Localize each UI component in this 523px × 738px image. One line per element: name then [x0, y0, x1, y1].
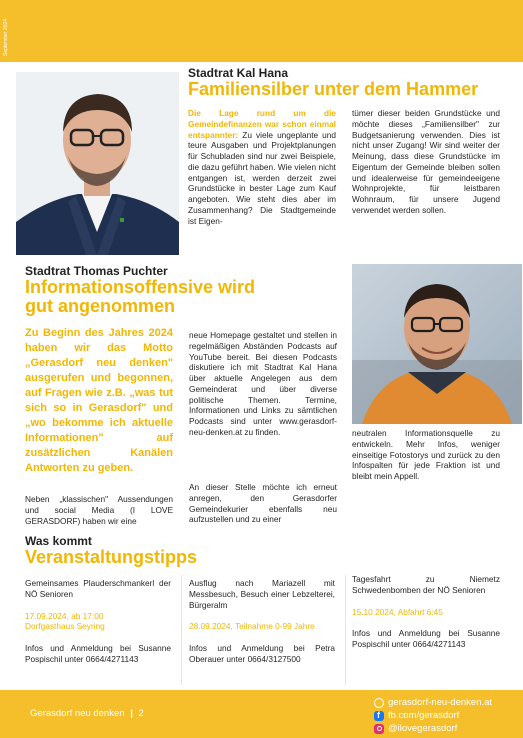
portrait-thomas-puchter — [352, 264, 522, 424]
event-item — [189, 578, 335, 665]
event-info: Infos und Anmeldung bei Susanne Pospischil unter 0664/4271143 — [352, 628, 500, 650]
article2-column-1: Neben „klassischen" Aussendungen und social Media (I LOVE GERASDORF) haben wir eine — [25, 494, 173, 526]
article1-body-1: Zu viele ungeplante und teure Ausgaben und Projektplanungen für Schubladen sind nur zwei Beispiele, die dazu geführt haben. Wie vielen nicht entgangen ist, werden derzeit zwei Grundstücke in bester Lage zum Kauf angeboten. Wie steht dies aber im Zusammenhang? Die Stadtgemeinde ist Eigen- — [188, 129, 336, 226]
social-instagram[interactable] — [374, 723, 457, 734]
page-number: 2 — [138, 708, 144, 719]
article2-column-3: neutralen Informationsquelle zu entwickeln. Mehr Infos, weniger einseitige Fotostorys und zurück zu den Infospalten für jede Fraktion ist und bleibt mein Appell. — [352, 428, 500, 482]
instagram-icon — [374, 724, 384, 734]
event-item — [352, 574, 500, 650]
article2-column-2a: neue Homepage gestaltet und stellen in regelmäßigen Abständen Podcasts auf YouTube bereit. Bei diesen Podcasts diskutiere ich mit Stadtrat Kal Hana über aktuelle Angelegen aus dem Gemeinderat und über diverse politische Themen. Termine, Informationen und Links zu sämtlichen Podcasts sind unter www.gerasdorf-neu-denken.at zu finden. — [189, 330, 337, 438]
article2-headline-line2: gut angenommen — [25, 296, 176, 317]
article2-headline-line1: Informationsoffensive wird — [25, 277, 256, 297]
footer-publication-name: Gerasdorf neu denken — [30, 708, 125, 719]
article1-lead: Die Lage rund um die Gemeindefinanzen war schon einmal entspannter: — [188, 108, 336, 140]
events-headline: Veranstaltungstipps — [25, 547, 198, 567]
social-facebook[interactable] — [374, 710, 459, 721]
article2-column-2b: An dieser Stelle möchte ich erneut anregen, den Gerasdorfer Gemeindekurier ebenfalls neu aufzustellen und zu einer — [189, 482, 337, 525]
events-divider — [181, 575, 182, 685]
portrait-kal-hana — [16, 72, 179, 255]
event-info: Infos und Anmeldung bei Petra Oberauer unter 0664/3127500 — [189, 643, 335, 664]
article2-author: Stadtrat Thomas Puchter — [25, 264, 168, 278]
event-info: Infos und Anmeldung bei Susanne Pospischil unter 0664/4271143 — [25, 643, 171, 664]
footer-separator: | — [130, 708, 133, 719]
article2-headline — [25, 278, 325, 317]
globe-icon — [374, 698, 384, 708]
article2-lead: Zu Beginn des Jahres 2024 haben wir das Motto „Gerasdorf neu denken" ausgerufen und begonnen, auf Fragen wie z.B. „was tut sich so in Gerasdorf" und „wo bekomme ich aktuelle Informationen" auf zusätzlichen Kanälen Antworten zu geben. — [25, 327, 173, 474]
event-date: 15.10.2024, Abfahrt 6:45 — [352, 606, 443, 617]
event-item — [25, 578, 171, 665]
social-web[interactable] — [374, 697, 492, 708]
event-date: 17.09.2024, ab 17:00 — [25, 610, 104, 621]
article1-headline: Familiensilber unter dem Hammer — [188, 79, 479, 99]
event-title: Gemeinsames Plauderschmankerl der NÖ Senioren — [25, 578, 171, 599]
social-web-label[interactable]: gerasdorf-neu-denken.at — [388, 697, 493, 708]
event-location: Dorfgasthaus Seyring — [25, 621, 105, 632]
event-title: Tagesfahrt zu Niemetz Schwedenbomben der NÖ Senioren — [352, 574, 500, 595]
article1-author: Stadtrat Kal Hana — [188, 66, 289, 80]
article1-column-2: tümer dieser beiden Grundstücke und möchte dieses „Familiensilber" zur Budgetsanierung verwenden. Dies ist nicht unser Zugang! Wir sind weiter der Meinung, dass diese Grundstücke im Eigentum der Gemeinde bleiben sollen und idealerweise für gemeindeeigene Wohnprojekte, für leistbaren Wohnraum, für unsere Jugend verwendet werden sollen. — [352, 108, 500, 216]
events-kicker: Was kommt — [25, 534, 92, 548]
event-date: 28.09.2024, Teilnahme 0-99 Jahre — [189, 621, 315, 632]
issue-date-label: September 2024 — [3, 19, 9, 56]
article1-column-1 — [188, 108, 336, 227]
social-instagram-label[interactable]: @ilovegerasdorf — [388, 723, 458, 734]
footer-title — [30, 708, 144, 719]
events-divider — [345, 575, 346, 685]
top-banner — [0, 0, 523, 62]
social-facebook-label[interactable]: fb.com/gerasdorf — [388, 710, 460, 721]
event-title: Ausflug nach Mariazell mit Messbesuch, Besuch einer Lebzelterei, Bürgeralm — [189, 578, 335, 610]
facebook-icon — [374, 711, 384, 721]
